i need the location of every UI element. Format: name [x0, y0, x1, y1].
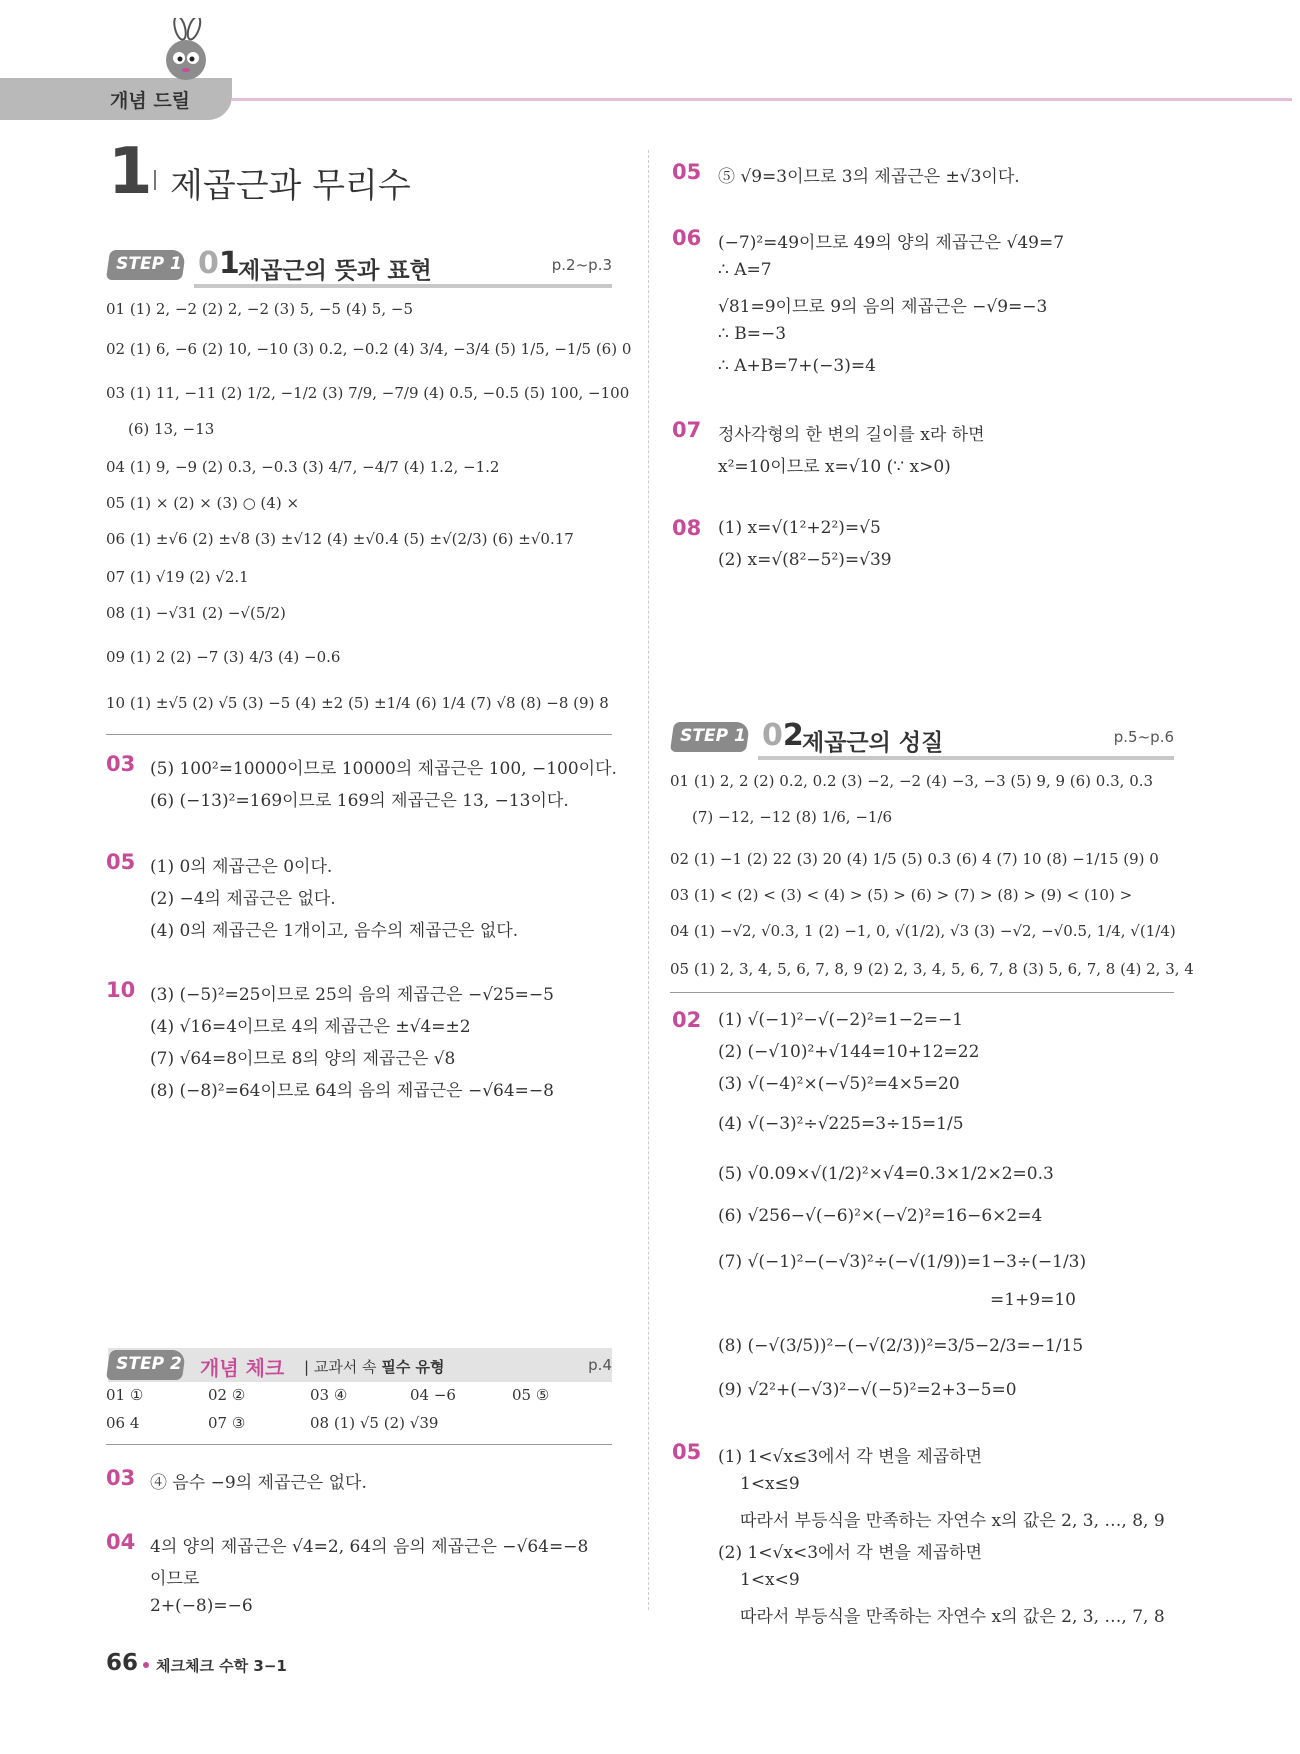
- explanation-line: (7) √64=8이므로 8의 양의 제곱근은 √8: [150, 1049, 456, 1069]
- answer-item: 01 ①: [106, 1386, 144, 1404]
- explanation-line: (6) √256−√(−6)²×(−√2)²=16−6×2=4: [718, 1206, 1043, 1226]
- answer-item: 04 −6: [410, 1386, 456, 1404]
- answer-line: 07 (1) √19 (2) √2.1: [106, 568, 249, 586]
- answer-item: 02 ②: [208, 1386, 246, 1404]
- section-title: 제곱근의 성질: [802, 730, 944, 756]
- explanation-number: 08: [672, 516, 702, 540]
- answer-item: 06 4: [106, 1414, 140, 1432]
- explanation-number: 04: [106, 1530, 136, 1554]
- header-banner-label: 개념 드릴: [110, 90, 191, 112]
- section-rule: [106, 734, 612, 735]
- section-underline: [758, 756, 1174, 760]
- explanation-line: ④ 음수 −9의 제곱근은 없다.: [150, 1473, 367, 1493]
- section-pages: p.2~p.3: [551, 256, 612, 274]
- section-rule: [670, 992, 1174, 993]
- answer-line: 03 (1) < (2) < (3) < (4) > (5) > (6) > (7) > (8) > (9) < (10) >: [670, 886, 1133, 904]
- answer-line: 02 (1) 6, −6 (2) 10, −10 (3) 0.2, −0.2 (4) 3/4, −3/4 (5) 1/5, −1/5 (6) 0: [106, 340, 632, 358]
- explanation-line: (4) √(−3)²÷√225=3÷15=1/5: [718, 1114, 964, 1134]
- header-rule: [232, 98, 1292, 101]
- explanation-line: (1) √(−1)²−√(−2)²=1−2=−1: [718, 1010, 964, 1030]
- explanation-line: (6) (−13)²=169이므로 169의 제곱근은 13, −13이다.: [150, 791, 569, 811]
- step-badge: STEP 2: [106, 1350, 186, 1380]
- explanation-line: 정사각형의 한 변의 길이를 x라 하면: [718, 425, 985, 445]
- explanation-line: x²=10이므로 x=√10 (∵ x>0): [718, 457, 951, 477]
- answer-line: 02 (1) −1 (2) 22 (3) 20 (4) 1/5 (5) 0.3 (6) 4 (7) 10 (8) −1/15 (9) 0: [670, 850, 1159, 868]
- answer-item: 07 ③: [208, 1414, 246, 1432]
- chapter-title: 제곱근과 무리수: [170, 166, 411, 206]
- answer-line: 05 (1) × (2) × (3) ○ (4) ×: [106, 494, 300, 512]
- explanation-number: 05: [672, 1440, 702, 1464]
- explanation-line: (−7)²=49이므로 49의 양의 제곱근은 √49=7: [718, 233, 1065, 253]
- answer-line: 06 (1) ±√6 (2) ±√8 (3) ±√12 (4) ±√0.4 (5) ±√(2/3) (6) ±√0.17: [106, 530, 574, 548]
- explanation-line: (3) √(−4)²×(−√5)²=4×5=20: [718, 1074, 960, 1094]
- answer-line: 01 (1) 2, 2 (2) 0.2, 0.2 (3) −2, −2 (4) −3, −3 (5) 9, 9 (6) 0.3, 0.3: [670, 772, 1154, 790]
- step1-section-header: [672, 712, 1174, 762]
- chapter-number: 1: [108, 135, 153, 209]
- answer-line: (6) 13, −13: [128, 420, 215, 438]
- section-number: 01: [198, 246, 240, 281]
- explanation-line: (5) √0.09×√(1/2)²×√4=0.3×1/2×2=0.3: [718, 1164, 1054, 1184]
- answer-line: 04 (1) −√2, √0.3, 1 (2) −1, 0, √(1/2), √3 (3) −√2, −√0.5, 1/4, √(1/4): [670, 922, 1176, 940]
- section-title: 개념 체크: [200, 1356, 285, 1380]
- answer-line: 10 (1) ±√5 (2) √5 (3) −5 (4) ±2 (5) ±1/4 (6) 1/4 (7) √8 (8) −8 (9) 8: [106, 694, 609, 712]
- explanation-number: 06: [672, 226, 702, 250]
- explanation-line: ∴ B=−3: [718, 324, 787, 344]
- explanation-line: ∴ A=7: [718, 260, 772, 280]
- explanation-number: 03: [106, 1466, 136, 1490]
- explanation-line: (1) x=√(1²+2²)=√5: [718, 518, 881, 538]
- explanation-line: (2) (−√10)²+√144=10+12=22: [718, 1042, 980, 1062]
- explanation-line: (2) −4의 제곱근은 없다.: [150, 889, 336, 909]
- answer-line: (7) −12, −12 (8) 1/6, −1/6: [692, 808, 893, 826]
- section-pages: p.5~p.6: [1113, 728, 1174, 746]
- section-title: 제곱근의 뜻과 표현: [238, 258, 432, 284]
- section-subtitle: | 교과서 속 필수 유형: [304, 1358, 445, 1376]
- explanation-line: ⑤ √9=3이므로 3의 제곱근은 ±√3이다.: [718, 167, 1020, 187]
- explanation-line: (4) 0의 제곱근은 1개이고, 음수의 제곱근은 없다.: [150, 921, 519, 941]
- page-number: 66: [106, 1650, 139, 1676]
- explanation-line: (7) √(−1)²−(−√3)²÷(−√(1/9))=1−3÷(−1/3): [718, 1252, 1087, 1272]
- explanation-line: (4) √16=4이므로 4의 제곱근은 ±√4=±2: [150, 1017, 471, 1037]
- explanation-line: (2) x=√(8²−5²)=√39: [718, 550, 892, 570]
- rabbit-mascot-icon: [150, 18, 220, 88]
- explanation-line: 4의 양의 제곱근은 √4=2, 64의 음의 제곱근은 −√64=−8: [150, 1537, 589, 1557]
- explanation-number: 03: [106, 752, 136, 776]
- explanation-line: 1<x≤9: [740, 1474, 800, 1494]
- explanation-line: (9) √2²+(−√3)²−√(−5)²=2+3−5=0: [718, 1380, 1017, 1400]
- bullet-dot-icon: [143, 1662, 149, 1668]
- explanation-line: 이므로: [150, 1569, 200, 1589]
- explanation-line: (8) (−8)²=64이므로 64의 음의 제곱근은 −√64=−8: [150, 1081, 554, 1101]
- explanation-number: 07: [672, 418, 702, 442]
- column-divider: [648, 150, 649, 1610]
- explanation-number: 05: [672, 160, 702, 184]
- step-badge: STEP 1: [106, 250, 186, 280]
- section-pages: p.4: [588, 1356, 612, 1374]
- book-title: 체크체크 수학 3−1: [156, 1657, 287, 1675]
- answer-item: 08 (1) √5 (2) √39: [310, 1414, 439, 1432]
- explanation-line: (5) 100²=10000이므로 10000의 제곱근은 100, −100이다.: [150, 759, 617, 779]
- explanation-line: 2+(−8)=−6: [150, 1596, 253, 1616]
- explanation-line: √81=9이므로 9의 음의 제곱근은 −√9=−3: [718, 297, 1048, 317]
- answer-line: 09 (1) 2 (2) −7 (3) 4/3 (4) −0.6: [106, 648, 341, 666]
- explanation-line: ∴ A+B=7+(−3)=4: [718, 356, 876, 376]
- explanation-line: (1) 0의 제곱근은 0이다.: [150, 857, 333, 877]
- step2-section-header: [108, 1340, 612, 1390]
- explanation-line: (8) (−√(3/5))²−(−√(2/3))²=3/5−2/3=−1/15: [718, 1336, 1084, 1356]
- answer-line: 08 (1) −√31 (2) −√(5/2): [106, 604, 286, 622]
- step-badge: STEP 1: [670, 722, 750, 752]
- explanation-line: (3) (−5)²=25이므로 25의 음의 제곱근은 −√25=−5: [150, 985, 554, 1005]
- chapter-divider: [154, 170, 156, 190]
- answer-line: 01 (1) 2, −2 (2) 2, −2 (3) 5, −5 (4) 5, −5: [106, 300, 413, 318]
- answer-line: 04 (1) 9, −9 (2) 0.3, −0.3 (3) 4/7, −4/7 (4) 1.2, −1.2: [106, 458, 500, 476]
- section-underline: [194, 284, 612, 288]
- section-rule: [106, 1444, 612, 1445]
- explanation-line: (1) 1<√x≤3에서 각 변을 제곱하면: [718, 1447, 983, 1467]
- answer-line: 03 (1) 11, −11 (2) 1/2, −1/2 (3) 7/9, −7/9 (4) 0.5, −0.5 (5) 100, −100: [106, 384, 630, 402]
- explanation-line: 따라서 부등식을 만족하는 자연수 x의 값은 2, 3, …, 8, 9: [740, 1511, 1165, 1531]
- explanation-line: =1+9=10: [990, 1290, 1076, 1310]
- answer-line: 05 (1) 2, 3, 4, 5, 6, 7, 8, 9 (2) 2, 3, 4, 5, 6, 7, 8 (3) 5, 6, 7, 8 (4) 2, 3, 4: [670, 960, 1194, 978]
- explanation-number: 02: [672, 1008, 702, 1032]
- step1-section-header: [108, 240, 612, 290]
- explanation-line: 1<x<9: [740, 1570, 800, 1590]
- explanation-number: 10: [106, 978, 136, 1002]
- answer-item: 05 ⑤: [512, 1386, 550, 1404]
- section-number: 02: [762, 718, 804, 753]
- answer-item: 03 ④: [310, 1386, 348, 1404]
- explanation-line: 따라서 부등식을 만족하는 자연수 x의 값은 2, 3, …, 7, 8: [740, 1607, 1165, 1627]
- explanation-number: 05: [106, 850, 136, 874]
- explanation-line: (2) 1<√x<3에서 각 변을 제곱하면: [718, 1543, 983, 1563]
